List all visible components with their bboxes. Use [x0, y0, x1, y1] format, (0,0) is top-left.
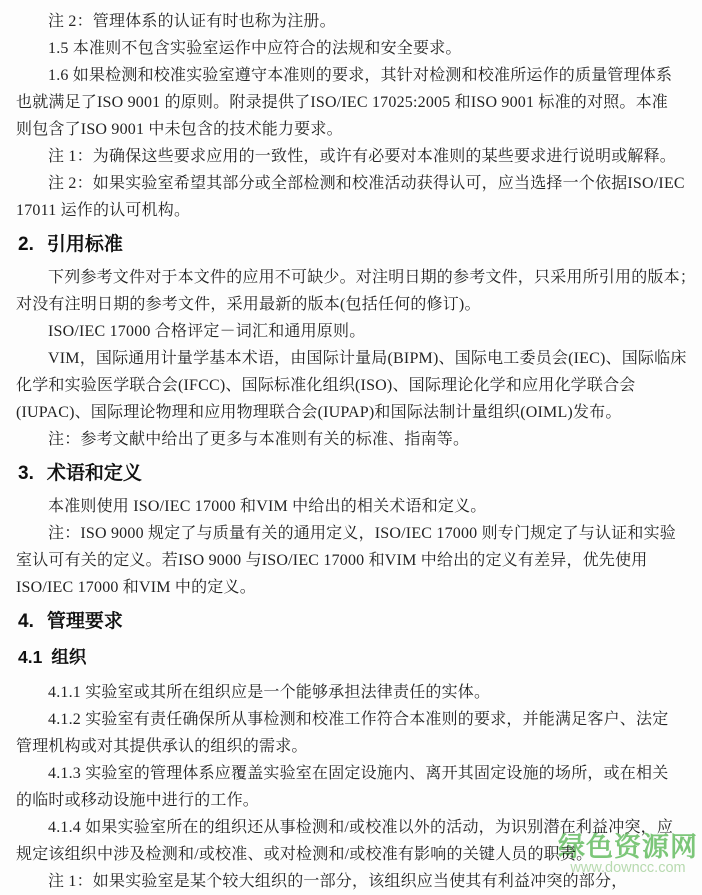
section-heading: [18, 609, 688, 635]
text-line: 4.1.4 如果实验室所在的组织还从事检测和/或校准以外的活动，为识别潜在利益冲突，应: [48, 819, 674, 836]
heading-title: 引用标准: [46, 234, 123, 255]
section-heading: [18, 461, 688, 487]
text-line: 4.1.1 实验室或其所在组织应是一个能够承担法律责任的实体。: [48, 684, 491, 701]
text-line: ISO/IEC 17000 和VIM 中的定义。: [16, 579, 256, 596]
text-line: 注：ISO 9000 规定了与质量有关的通用定义，ISO/IEC 17000 则专门规定了与认证和实验: [48, 525, 676, 542]
text-line: (IUPAC)、国际理论物理和应用物理联合会(IUPAP)和国际法制计量组织(OIML)发布。: [16, 404, 622, 421]
text-line: 注 1：为确保这些要求应用的一致性，或许有必要对本准则的某些要求进行说明或解释。: [48, 148, 677, 165]
text-line: 规定该组织中涉及检测和/或校准、或对检测和/或校准有影响的关键人员的职责。: [16, 846, 593, 863]
heading-number: 3.: [18, 463, 34, 484]
watermark-url: www.downcc.com: [570, 860, 686, 876]
subsection-heading: [18, 645, 688, 669]
text-line: 4.1.2 实验室有责任确保所从事检测和校准工作符合本准则的要求，并能满足客户、法定: [48, 711, 669, 728]
text-line: 室认可有关的定义。若ISO 9000 与ISO/IEC 17000 和VIM 中给出的定义有差异，优先使用: [16, 552, 648, 569]
heading-number: 4.1: [18, 647, 43, 667]
heading-number: 4.: [18, 611, 34, 632]
text-line: ISO/IEC 17000 合格评定－词汇和通用原则。: [48, 323, 366, 340]
text-line: VIM，国际通用计量学基本术语，由国际计量局(BIPM)、国际电工委员会(IEC)、国际临床: [48, 350, 687, 367]
text-line: 也就满足了ISO 9001 的原则。附录提供了ISO/IEC 17025:2005 和ISO 9001 标准的对照。本准: [16, 94, 669, 111]
text-line: 注 1：如果实验室是某个较大组织的一部分，该组织应当使其有利益冲突的部分，: [48, 873, 628, 890]
heading-number: 2.: [18, 234, 34, 255]
text-line: 17011 运作的认可机构。: [16, 202, 191, 219]
section-heading: [18, 232, 688, 258]
heading-title: 组织: [51, 647, 87, 667]
text-line: 本准则使用 ISO/IEC 17000 和VIM 中给出的相关术语和定义。: [48, 498, 487, 515]
text-line: 注：参考文献中给出了更多与本准则有关的标准、指南等。: [48, 431, 470, 448]
text-line: 注 2：管理体系的认证有时也称为注册。: [48, 13, 336, 30]
text-line: 4.1.3 实验室的管理体系应覆盖实验室在固定设施内、离开其固定设施的场所，或在相关: [48, 765, 669, 782]
text-line: 化学和实验医学联合会(IFCC)、国际标准化组织(ISO)、国际理论化学和应用化学联合会: [16, 377, 636, 394]
text-line: 注 2：如果实验室希望其部分或全部检测和校准活动获得认可，应当选择一个依据ISO/IEC: [48, 175, 685, 192]
text-line: 下列参考文件对于本文件的应用不可缺少。对注明日期的参考文件，只采用所引用的版本；: [48, 269, 697, 286]
text-line: 则包含了ISO 9001 中未包含的技术能力要求。: [16, 121, 343, 138]
heading-title: 管理要求: [46, 611, 123, 632]
heading-title: 术语和定义: [46, 463, 142, 484]
text-line: 的临时或移动设施中进行的工作。: [16, 792, 260, 809]
text-line: 管理机构或对其提供承认的组织的需求。: [16, 738, 308, 755]
text-line: 1.5 本准则不包含实验室运作中应符合的法规和安全要求。: [48, 40, 462, 57]
watermark-logo-text: 绿色资源网: [558, 832, 698, 862]
text-line: 1.6 如果检测和校准实验室遵守本准则的要求，其针对检测和校准所运作的质量管理体系: [48, 67, 673, 84]
text-line: 对没有注明日期的参考文件，采用最新的版本(包括任何的修订)。: [16, 296, 481, 313]
